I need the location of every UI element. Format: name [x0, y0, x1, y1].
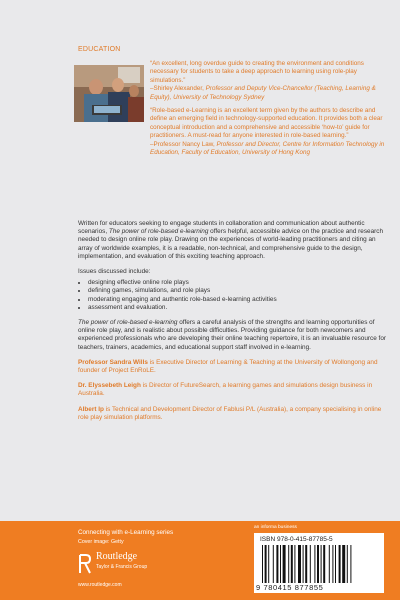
publisher-name: Routledge [96, 551, 138, 562]
isbn-number: ISBN 978-0-415-87785-5 [260, 536, 333, 543]
barcode-icon [260, 545, 378, 583]
endorsement-quotes [150, 60, 386, 162]
issues-list [78, 279, 390, 312]
intro-text-after: offers helpful, accessible advice on the practice and research needed to design online role play. Drawing on the experiences of world-leading practitioners and citing an array of worldwide examples, it is a readable, non-technical, and comprehensive guide to the design, implementation, and evaluation of this exciting teaching approach. [78, 228, 384, 260]
barcode-panel [254, 533, 384, 593]
footer-band [0, 521, 400, 600]
book-title-inline: The power of role-based e-learning [108, 228, 209, 236]
closing-text: offers a careful analysis of the strengths and learning opportunities of online role play, and is realistic about possible difficulties. Providing guidance for both newcomers and experienced professionals who are developing their online teaching repertoire, it is an invaluable resource for teachers, trainers, academics, and educational support staff involved in e-learning. [78, 319, 386, 351]
cover-photo [74, 65, 144, 122]
quote-attribution-name: –Professor Nancy Law, [150, 140, 217, 148]
quote-attribution-role: Professor and Deputy Vice-Chancellor (Teaching, Learning & Equity), University of Technology Sydney [150, 85, 376, 101]
author-bio-3 [78, 406, 390, 422]
endorsement-quote-1 [150, 60, 386, 102]
quote-attribution [150, 141, 384, 156]
author-bio-1 [78, 359, 390, 375]
publisher-group: Taylor & Francis Group [96, 564, 148, 570]
category-label: EDUCATION [78, 46, 121, 53]
author-bio-text: is Director of FutureSearch, a learning games and simulations design business in Australia. [78, 382, 373, 398]
list-item: • assessment and evaluation. [88, 304, 390, 312]
cover-credit: Cover image: Getty [78, 539, 124, 545]
list-item: • moderating engaging and authentic role-based e-learning activities [88, 296, 390, 304]
author-name: Albert Ip [78, 405, 104, 413]
quote-text: “An excellent, long overdue guide to creating the environment and conditions necessary for students to take a deep approach to learning using role-play simulations.” [150, 60, 364, 84]
intro-text-before: Written for educators seeking to engage students in collaboration and communication about authentic scenarios, [78, 220, 365, 236]
quote-attribution-role: Professor and Director, Centre for Information Technology in Education, Faculty of Education, University of Hong Kong [150, 140, 385, 157]
routledge-logo-icon [78, 553, 92, 575]
closing-paragraph [78, 319, 390, 352]
informa-tagline: an informa business [254, 525, 297, 530]
intro-paragraph [78, 220, 390, 261]
quote-text: “Role-based e-Learning is an excellent term given by the authors to describe and define an emerging field in technology-supported education. It provides both a clear conceptual introduction and a comprehensive and accessible ‘how-to’ guide for practitioners. A must-read for anyone interested in role-based learning.” [150, 107, 383, 140]
quote-attribution-name: –Shirley Alexander, [150, 85, 206, 93]
description-body [78, 220, 390, 429]
book-title-inline: The power of role-based e-learning [78, 319, 178, 327]
quote-attribution [150, 85, 376, 100]
publisher-website: www.routledge.com [78, 582, 122, 588]
barcode-digits: 9 780415 877855 [256, 583, 324, 592]
author-bio-text: is Executive Director of Learning & Teaching at the University of Wollongong and founder of Project EnRoLE. [78, 358, 378, 375]
endorsement-quote-2 [150, 107, 386, 157]
list-item: • defining games, simulations, and role plays [88, 287, 390, 295]
author-name: Dr. Elyssebeth Leigh [78, 382, 141, 390]
students-photo-image [74, 65, 144, 122]
author-bio-text: is Technical and Development Director of Fablusi P/L (Australia), a company specialising in online role play simulation platforms. [78, 405, 382, 421]
author-bio-2 [78, 382, 390, 398]
list-item: • designing effective online role plays [88, 279, 390, 287]
author-name: Professor Sandra Wills [78, 358, 148, 366]
series-name: Connecting with e-Learning series [78, 529, 174, 536]
issues-heading: Issues discussed include: [78, 268, 151, 276]
